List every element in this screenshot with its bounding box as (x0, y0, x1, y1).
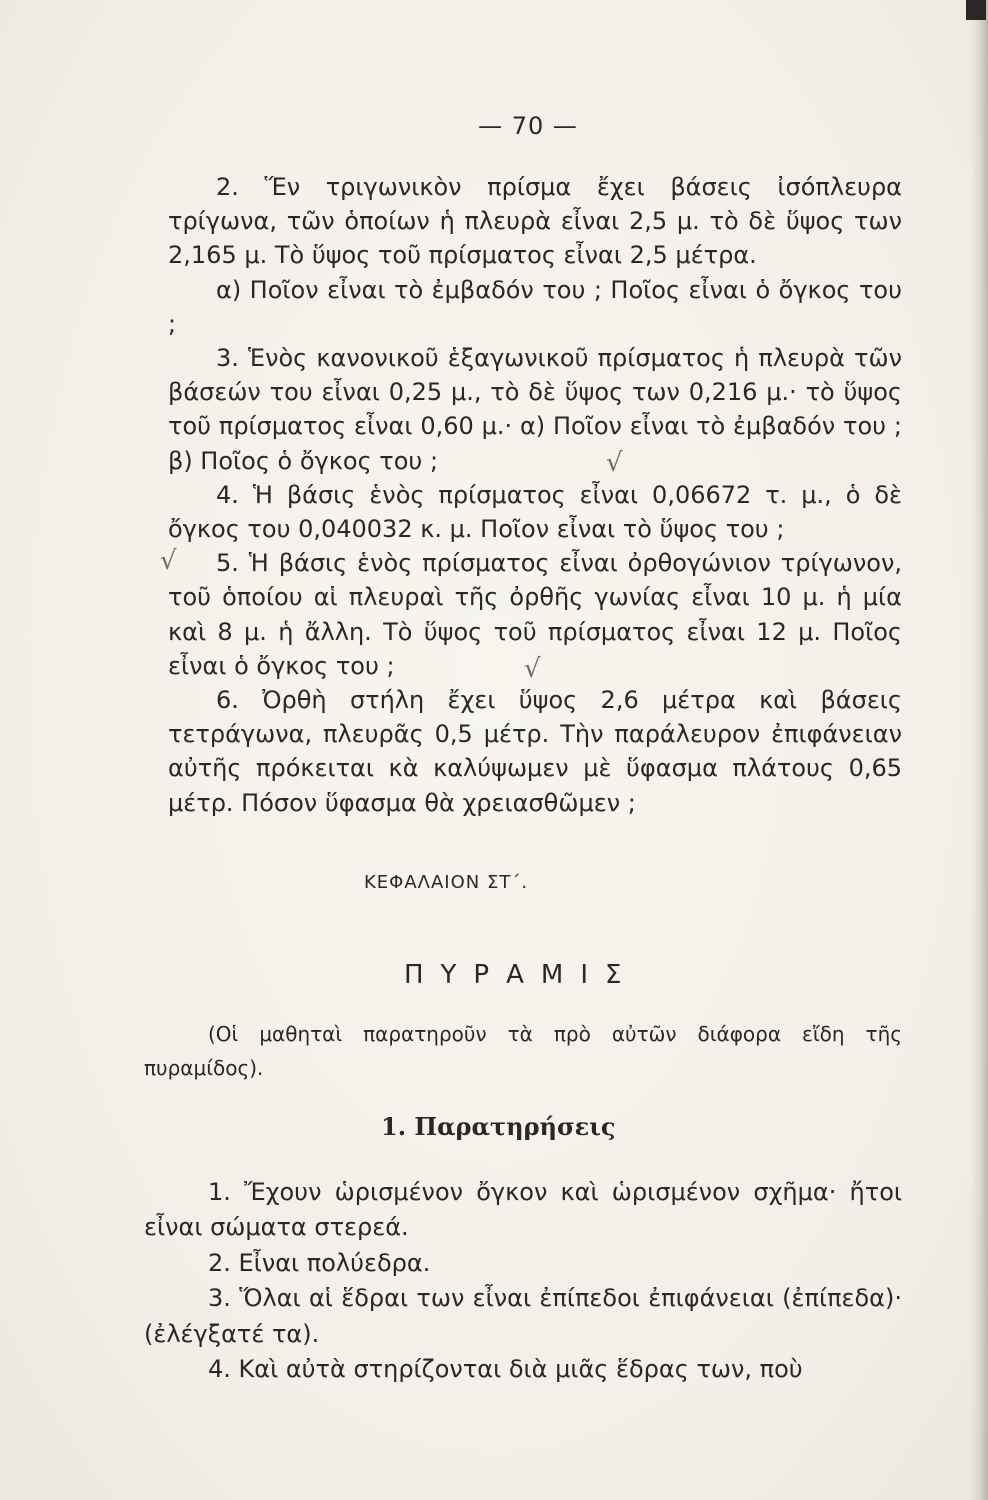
observation-4: 4. Καὶ αὐτὰ στηρίζονται διὰ μιᾶς ἕδρας των, ποὺ (208, 1355, 803, 1384)
handwritten-check-mark: √ (524, 654, 541, 684)
subsection-title: 1. Παρατηρήσεις (381, 1112, 616, 1141)
page-edge-shadow (970, 0, 988, 1500)
exercise-6: 6. Ὀρθὴ στήλη ἔχει ὕψος 2,6 μέτρα καὶ βάσεις τετράγωνα, πλευρᾶς 0,5 μέτρ. Τὴν παράλευρον ἐπιφάνειαν αὐτῆς πρόκειται κὰ καλύψωμεν μὲ ὕφασμα πλάτους 0,65 μέτρ. Πόσον ὕφασμα θὰ χρειασθῶμεν ; (168, 686, 902, 817)
exercise-list (168, 170, 902, 820)
scan-corner-mark (966, 0, 986, 20)
intro-text: (Οἱ μαθηταὶ παρατηροῦν τὰ πρὸ αὐτῶν διάφορα εἴδη τῆς πυραμίδος). (144, 1022, 902, 1080)
chapter-label: ΚΕΦΑΛΑΙΟΝ ΣΤ΄. (364, 872, 529, 893)
observation-1: 1. Ἔχουν ὡρισμένον ὄγκον καὶ ὡρισμένον σχῆμα· ἤτοι εἶναι σώματα στερεά. (144, 1178, 902, 1242)
observation-2: 2. Εἶναι πολύεδρα. (208, 1248, 431, 1277)
section-title: ΠΥΡΑΜΙΣ (404, 960, 639, 990)
observations-list (144, 1175, 902, 1387)
observation-3: 3. Ὅλαι αἱ ἕδραι των εἶναι ἐπίπεδοι ἐπιφάνειαι (ἐπίπεδα)· (ἐλέγξατέ τα). (144, 1284, 902, 1348)
handwritten-check-mark: √ (606, 448, 623, 478)
page-number: — 70 — (478, 112, 578, 140)
exercise-2-question: α) Ποῖον εἶναι τὸ ἐμβαδόν του ; Ποῖος εἶναι ὁ ὄγκος του ; (168, 275, 902, 338)
exercise-5: 5. Ἡ βάσις ἑνὸς πρίσματος εἶναι ὀρθογώνιον τρίγωνον, τοῦ ὁποίου αἱ πλευραὶ τῆς ὀρθῆς γωνίας εἶναι 10 μ. ἡ μία καὶ 8 μ. ἡ ἄλλη. Τὸ ὕψος τοῦ πρίσματος εἶναι 12 μ. Ποῖος εἶναι ὁ ὄγκος του ; (168, 549, 902, 680)
handwritten-check-mark: √ (160, 546, 177, 576)
exercise-3: 3. Ἑνὸς κανονικοῦ ἑξαγωνικοῦ πρίσματος ἡ πλευρὰ τῶν βάσεών του εἶναι 0,25 μ., τὸ δὲ ὕψος των 0,216 μ.· τὸ ὕψος τοῦ πρίσματος εἶναι 0,60 μ.· α) Ποῖον εἶναι τὸ ἐμβαδόν του ; β) Ποῖος ὁ ὄγκος του ; (168, 344, 902, 475)
intro-paragraph (144, 1017, 902, 1085)
exercise-4: 4. Ἡ βάσις ἑνὸς πρίσματος εἶναι 0,06672 τ. μ., ὁ δὲ ὄγκος του 0,040032 κ. μ. Ποῖον εἶναι τὸ ὕψος του ; (168, 480, 902, 544)
exercise-2: 2. Ἕν τριγωνικὸν πρίσμα ἔχει βάσεις ἰσόπλευρα τρίγωνα, τῶν ὁποίων ἡ πλευρὰ εἶναι 2,5 μ. τὸ δὲ ὕψος των 2,165 μ. Τὸ ὕψος τοῦ πρίσματος εἶναι 2,5 μέτρα. (168, 173, 902, 270)
